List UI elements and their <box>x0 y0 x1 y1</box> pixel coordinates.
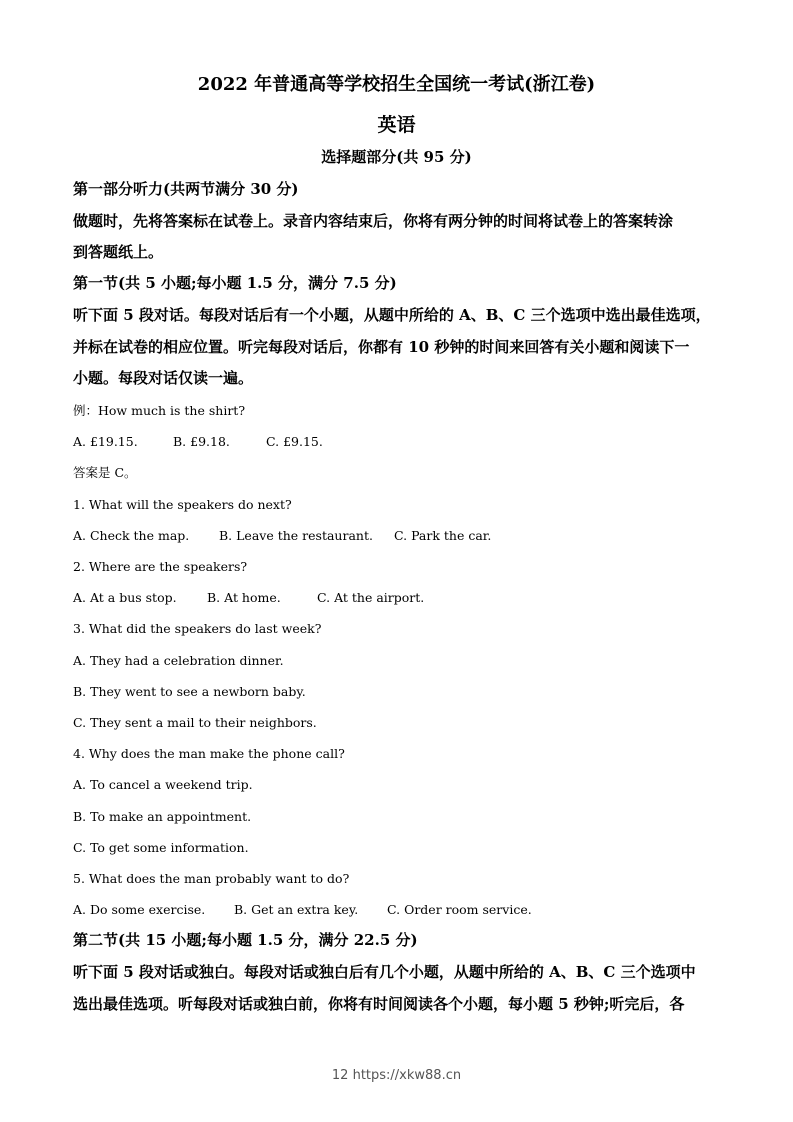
section-heading: 第一部分听力(共两节满分 30 分) <box>73 180 299 198</box>
option-b: B. Leave the restaurant. <box>219 528 373 543</box>
question: 1. What will the speakers do next? <box>73 497 292 512</box>
option-c: C. £9.15. <box>266 434 323 449</box>
option-a: A. Check the map. <box>73 528 190 543</box>
option-a: A. At a bus stop. <box>73 590 177 605</box>
option-a: A. Do some exercise. <box>73 902 206 917</box>
subsection-direction: 小题。每段对话仅读一遍。 <box>73 369 254 387</box>
question: 2. Where are the speakers? <box>73 559 248 574</box>
section-instruction: 做题时，先将答案标在试卷上。录音内容结束后，你将有两分钟的时间将试卷上的答案转涂 <box>73 212 674 230</box>
subsection-direction: 并标在试卷的相应位置。听完每段对话后，你都有 10 秒钟的时间来回答有关小题和阅读下一 <box>73 338 690 356</box>
option-a: A. They had a celebration dinner. <box>73 653 284 668</box>
option-b: B. £9.18. <box>173 434 230 449</box>
option-a: A. £19.15. <box>73 434 138 449</box>
page-footer: 12 https://xkw88.cn <box>331 1068 462 1083</box>
part-title: 选择题部分(共 95 分) <box>321 148 472 166</box>
example-question: 例：How much is the shirt? <box>73 403 246 418</box>
option-c: C. They sent a mail to their neighbors. <box>73 715 317 730</box>
section-instruction: 到答题纸上。 <box>73 243 164 261</box>
option-b: B. At home. <box>207 590 281 605</box>
question: 3. What did the speakers do last week? <box>73 621 322 636</box>
option-b: B. They went to see a newborn baby. <box>73 684 306 699</box>
option-c: C. At the airport. <box>317 590 425 605</box>
subsection-heading: 第一节(共 5 小题;每小题 1.5 分，满分 7.5 分) <box>73 274 397 292</box>
option-a: A. To cancel a weekend trip. <box>73 777 253 792</box>
subsection-heading: 第二节(共 15 小题;每小题 1.5 分，满分 22.5 分) <box>73 931 418 949</box>
option-b: B. To make an appointment. <box>73 809 252 824</box>
example-answer: 答案是 C。 <box>73 465 137 480</box>
question: 5. What does the man probably want to do? <box>73 871 350 886</box>
exam-title: 2022 年普通高等学校招生全国统一考试(浙江卷) <box>197 74 596 95</box>
option-c: C. Park the car. <box>394 528 492 543</box>
option-c: C. To get some information. <box>73 840 249 855</box>
subsection-direction: 选出最佳选项。听每段对话或独白前，你将有时间阅读各个小题，每小题 5 秒钟;听完后，各 <box>73 995 685 1013</box>
option-c: C. Order room service. <box>387 902 532 917</box>
subsection-direction: 听下面 5 段对话。每段对话后有一个小题，从题中所给的 A、B、C 三个选项中选出最佳选项， <box>73 306 711 324</box>
option-b: B. Get an extra key. <box>234 902 359 917</box>
question: 4. Why does the man make the phone call? <box>73 746 345 761</box>
subject-title: 英语 <box>377 114 416 136</box>
subsection-direction: 听下面 5 段对话或独白。每段对话或独白后有几个小题，从题中所给的 A、B、C 三个选项中 <box>73 963 696 981</box>
